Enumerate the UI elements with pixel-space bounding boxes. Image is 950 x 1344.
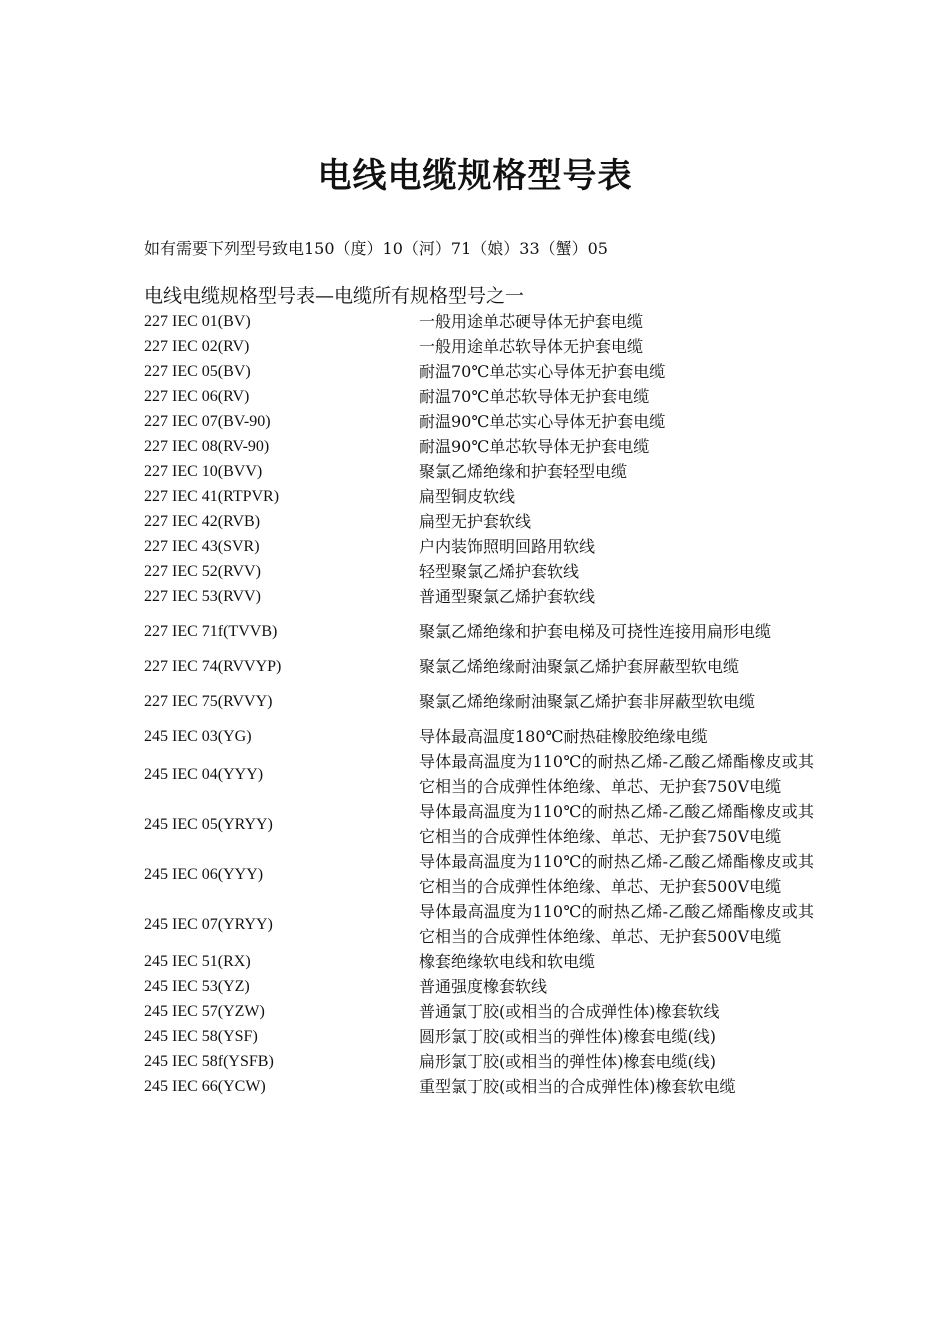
description-cell: 户内装饰照明回路用软线 [419,537,596,556]
table-row [144,459,824,484]
model-cell: 227 IEC 06(RV) [144,388,250,405]
table-row [144,434,824,459]
model-cell: 245 IEC 58f(YSFB) [144,1053,274,1070]
description-cell: 扁形氯丁胶(或相当的弹性体)橡套电缆(线) [419,1052,716,1071]
table-row [144,799,824,849]
model-cell: 227 IEC 71f(TVVB) [144,623,278,640]
model-cell: 245 IEC 58(YSF) [144,1028,258,1045]
table-row [144,534,824,559]
description-cell: 导体最高温度为110℃的耐热乙烯-乙酸乙烯酯橡皮或其它相当的合成弹性体绝缘、单芯、无护套750V电缆 [419,752,814,796]
description-cell: 导体最高温度为110℃的耐热乙烯-乙酸乙烯酯橡皮或其它相当的合成弹性体绝缘、单芯、无护套500V电缆 [419,902,814,946]
table-row [144,359,824,384]
description-cell: 扁型无护套软线 [419,512,532,531]
model-cell: 245 IEC 66(YCW) [144,1078,266,1095]
table-row [144,1049,824,1074]
model-cell: 227 IEC 01(BV) [144,313,251,330]
model-cell: 227 IEC 74(RVVYP) [144,658,282,675]
table-row [144,689,824,714]
description-cell: 一般用途单芯软导体无护套电缆 [419,337,644,356]
table-row [144,1074,824,1099]
table-row [144,334,824,359]
model-cell: 227 IEC 05(BV) [144,363,251,380]
model-cell: 227 IEC 08(RV-90) [144,438,270,455]
description-cell: 聚氯乙烯绝缘耐油聚氯乙烯护套屏蔽型软电缆 [419,657,740,676]
description-cell: 耐温90℃单芯软导体无护套电缆 [419,437,650,456]
description-cell: 扁型铜皮软线 [419,487,516,506]
description-cell: 导体最高温度180℃耐热硅橡胶绝缘电缆 [419,727,708,746]
description-cell: 橡套绝缘软电线和软电缆 [419,952,596,971]
table-row [144,949,824,974]
description-cell: 聚氯乙烯绝缘和护套轻型电缆 [419,462,628,481]
table-row [144,974,824,999]
model-cell: 245 IEC 06(YYY) [144,865,264,883]
description-cell: 一般用途单芯硬导体无护套电缆 [419,312,644,331]
contact-note: 如有需要下列型号致电150（度）10（河）71（娘）33（蟹）05 [144,239,608,258]
table-row [144,749,824,799]
description-cell: 重型氯丁胶(或相当的合成弹性体)橡套软电缆 [419,1077,736,1096]
description-cell: 圆形氯丁胶(或相当的弹性体)橡套电缆(线) [419,1027,716,1046]
model-cell: 245 IEC 57(YZW) [144,1003,265,1020]
table-row [144,559,824,584]
model-cell: 227 IEC 43(SVR) [144,538,260,555]
description-cell: 耐温70℃单芯实心导体无护套电缆 [419,362,666,381]
description-cell: 聚氯乙烯绝缘耐油聚氯乙烯护套非屏蔽型软电缆 [419,692,756,711]
model-cell: 245 IEC 51(RX) [144,953,251,970]
table-row [144,309,824,334]
description-cell: 耐温90℃单芯实心导体无护套电缆 [419,412,666,431]
table-row [144,899,824,949]
table-row [144,409,824,434]
model-cell: 245 IEC 03(YG) [144,728,252,745]
description-cell: 普通型聚氯乙烯护套软线 [419,587,596,606]
description-cell: 导体最高温度为110℃的耐热乙烯-乙酸乙烯酯橡皮或其它相当的合成弹性体绝缘、单芯、无护套750V电缆 [419,802,814,846]
model-cell: 227 IEC 02(RV) [144,338,250,355]
description-cell: 普通强度橡套软线 [419,977,548,996]
model-cell: 227 IEC 10(BVV) [144,463,263,480]
table-row [144,654,824,679]
table-row [144,619,824,644]
page-title: 电线电缆规格型号表 [317,156,633,196]
table-row [144,484,824,509]
section-subtitle: 电线电缆规格型号表—电缆所有规格型号之一 [144,285,525,307]
model-cell: 245 IEC 04(YYY) [144,765,264,783]
model-cell: 227 IEC 07(BV-90) [144,413,271,430]
description-cell: 轻型聚氯乙烯护套软线 [419,562,580,581]
model-cell: 227 IEC 42(RVB) [144,513,261,530]
model-cell: 227 IEC 41(RTPVR) [144,488,280,505]
table-row [144,509,824,534]
model-cell: 245 IEC 53(YZ) [144,978,250,995]
table-row [144,384,824,409]
table-row [144,999,824,1024]
model-cell: 227 IEC 75(RVVY) [144,693,273,710]
model-cell: 245 IEC 05(YRYY) [144,815,273,833]
description-cell: 聚氯乙烯绝缘和护套电梯及可挠性连接用扁形电缆 [419,622,772,641]
description-cell: 普通氯丁胶(或相当的合成弹性体)橡套软线 [419,1002,720,1021]
model-cell: 227 IEC 53(RVV) [144,588,261,605]
table-row [144,849,824,899]
model-cell: 227 IEC 52(RVV) [144,563,261,580]
table-row [144,1024,824,1049]
spec-table [144,309,824,1099]
table-row [144,724,824,749]
description-cell: 耐温70℃单芯软导体无护套电缆 [419,387,650,406]
model-cell: 245 IEC 07(YRYY) [144,915,273,933]
description-cell: 导体最高温度为110℃的耐热乙烯-乙酸乙烯酯橡皮或其它相当的合成弹性体绝缘、单芯、无护套500V电缆 [419,852,814,896]
table-row [144,584,824,609]
